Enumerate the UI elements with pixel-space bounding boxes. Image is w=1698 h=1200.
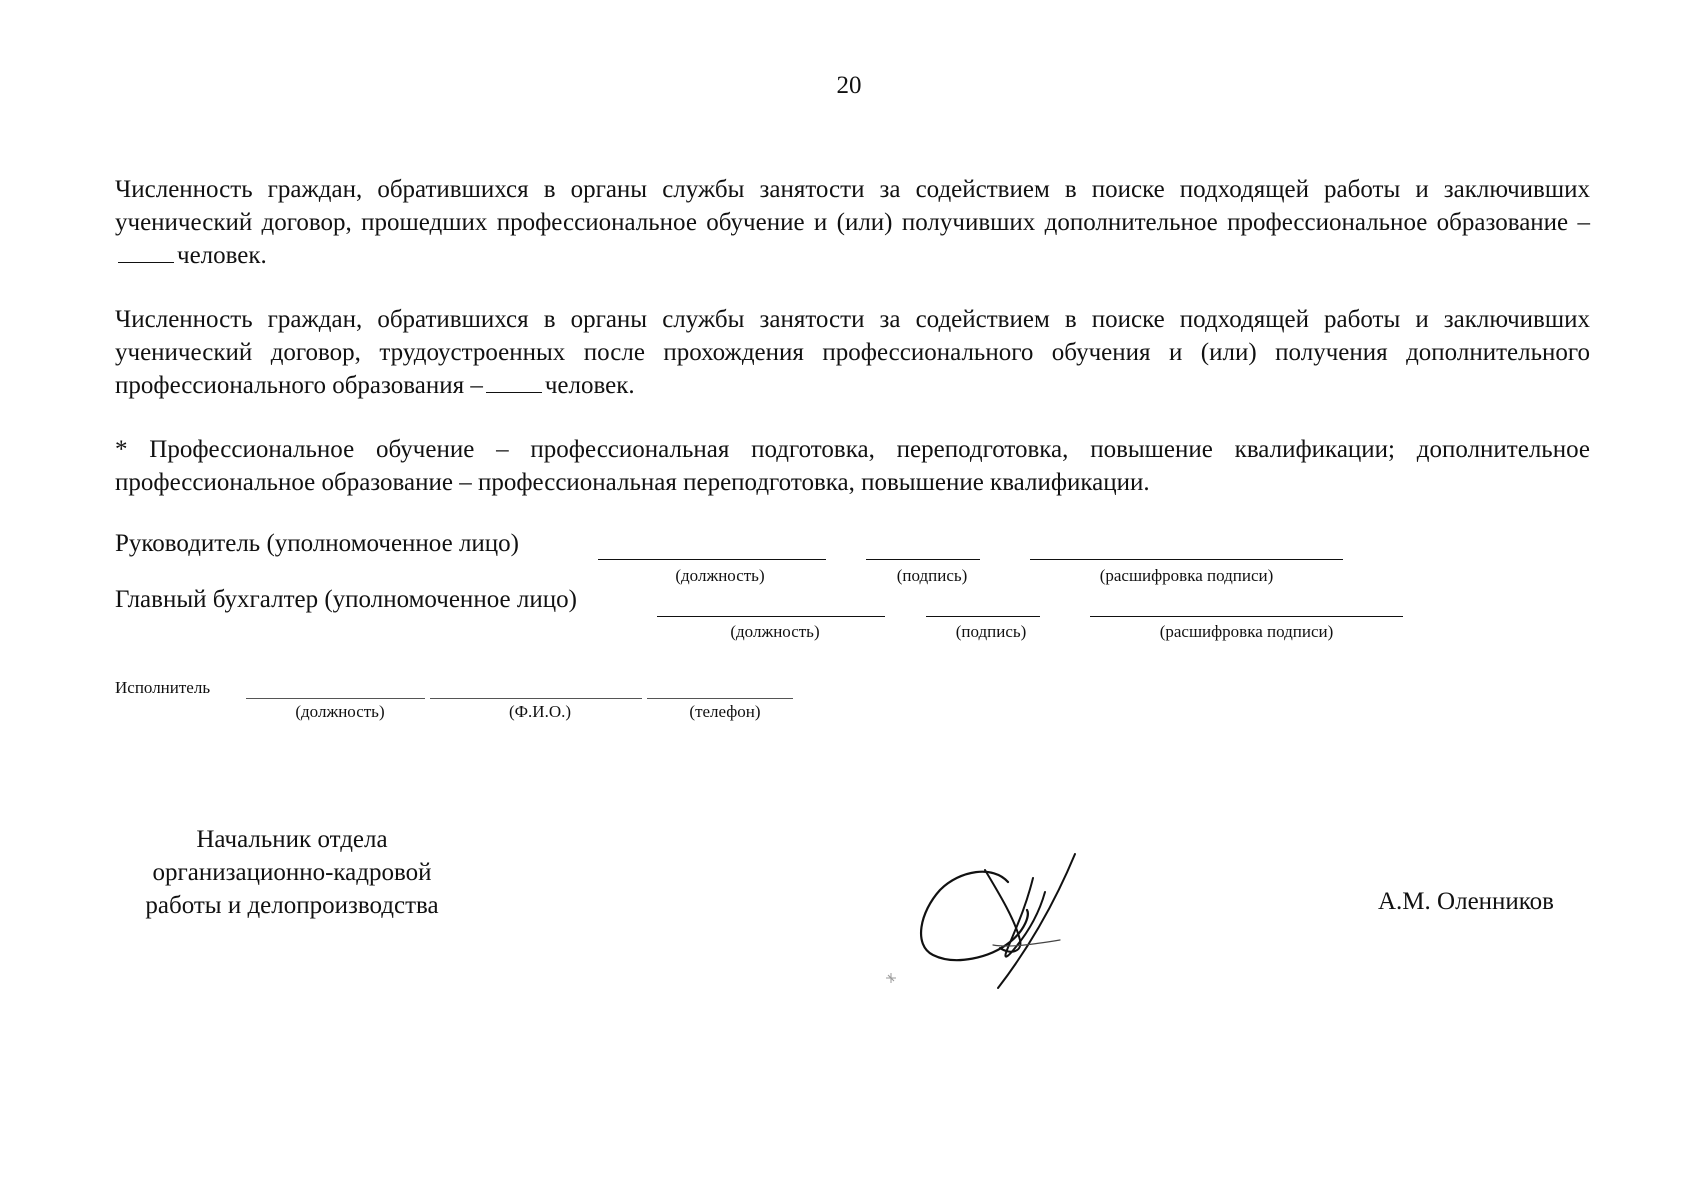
page-number: 20 — [836, 72, 862, 99]
accountant-signature-caption: (подпись) — [955, 622, 1027, 641]
head-decoding-line — [1030, 559, 1343, 560]
paragraph-trained-citizens — [115, 173, 1590, 272]
executor-label: Исполнитель — [115, 678, 211, 697]
signer-name: А.М. Оленников — [1378, 888, 1554, 915]
executor-name-line — [430, 698, 642, 699]
blank-field — [118, 242, 174, 263]
head-position-caption: (должность) — [675, 566, 765, 585]
signer-position-line: Начальник отдела — [196, 826, 388, 853]
paragraph-text: Численность граждан, обратившихся в органы службы занятости за содействием в поиске подходящей работы и заключивших ученический договор, трудоустроенных после прохождения профессионального обучения и (или) получения дополнительного профессионального образования – — [115, 306, 1590, 399]
head-decoding-caption: (расшифровка подписи) — [1099, 566, 1274, 585]
head-label: Руководитель (уполномоченное лицо) — [115, 530, 520, 557]
accountant-label: Главный бухгалтер (уполномоченное лицо) — [115, 586, 577, 613]
scan-speck — [885, 972, 897, 984]
head-position-line — [598, 559, 826, 560]
paragraph-employed-citizens — [115, 303, 1590, 402]
signer-position-line: организационно-кадровой — [152, 859, 432, 886]
executor-phone-caption: (телефон) — [689, 702, 761, 721]
executor-position-caption: (должность) — [295, 702, 385, 721]
paragraph-text: человек. — [544, 372, 635, 399]
accountant-decoding-caption: (расшифровка подписи) — [1159, 622, 1334, 641]
footnote: * Профессиональное обучение – профессиональная подготовка, переподготовка, повышение квалификации; дополнительное профессиональное образование – профессиональная переподготовка, повышение квалификации. — [115, 436, 1590, 496]
signer-position-line: работы и делопроизводства — [145, 892, 439, 919]
accountant-position-caption: (должность) — [730, 622, 820, 641]
blank-field — [486, 372, 542, 393]
executor-position-line — [246, 698, 425, 699]
accountant-position-line — [657, 616, 885, 617]
signer-position — [112, 823, 472, 922]
head-signature-line — [866, 559, 980, 560]
handwritten-signature — [915, 840, 1085, 990]
head-signature-caption: (подпись) — [896, 566, 968, 585]
executor-name-caption: (Ф.И.О.) — [508, 702, 572, 721]
paragraph-text: человек. — [177, 242, 267, 269]
accountant-decoding-line — [1090, 616, 1403, 617]
executor-phone-line — [647, 698, 793, 699]
paragraph-text: Численность граждан, обратившихся в органы службы занятости за содействием в поиске подходящей работы и заключивших ученический договор, прошедших профессиональное обучение и (или) получивших дополнительное профессиональное образование – — [115, 176, 1590, 236]
accountant-signature-line — [926, 616, 1040, 617]
